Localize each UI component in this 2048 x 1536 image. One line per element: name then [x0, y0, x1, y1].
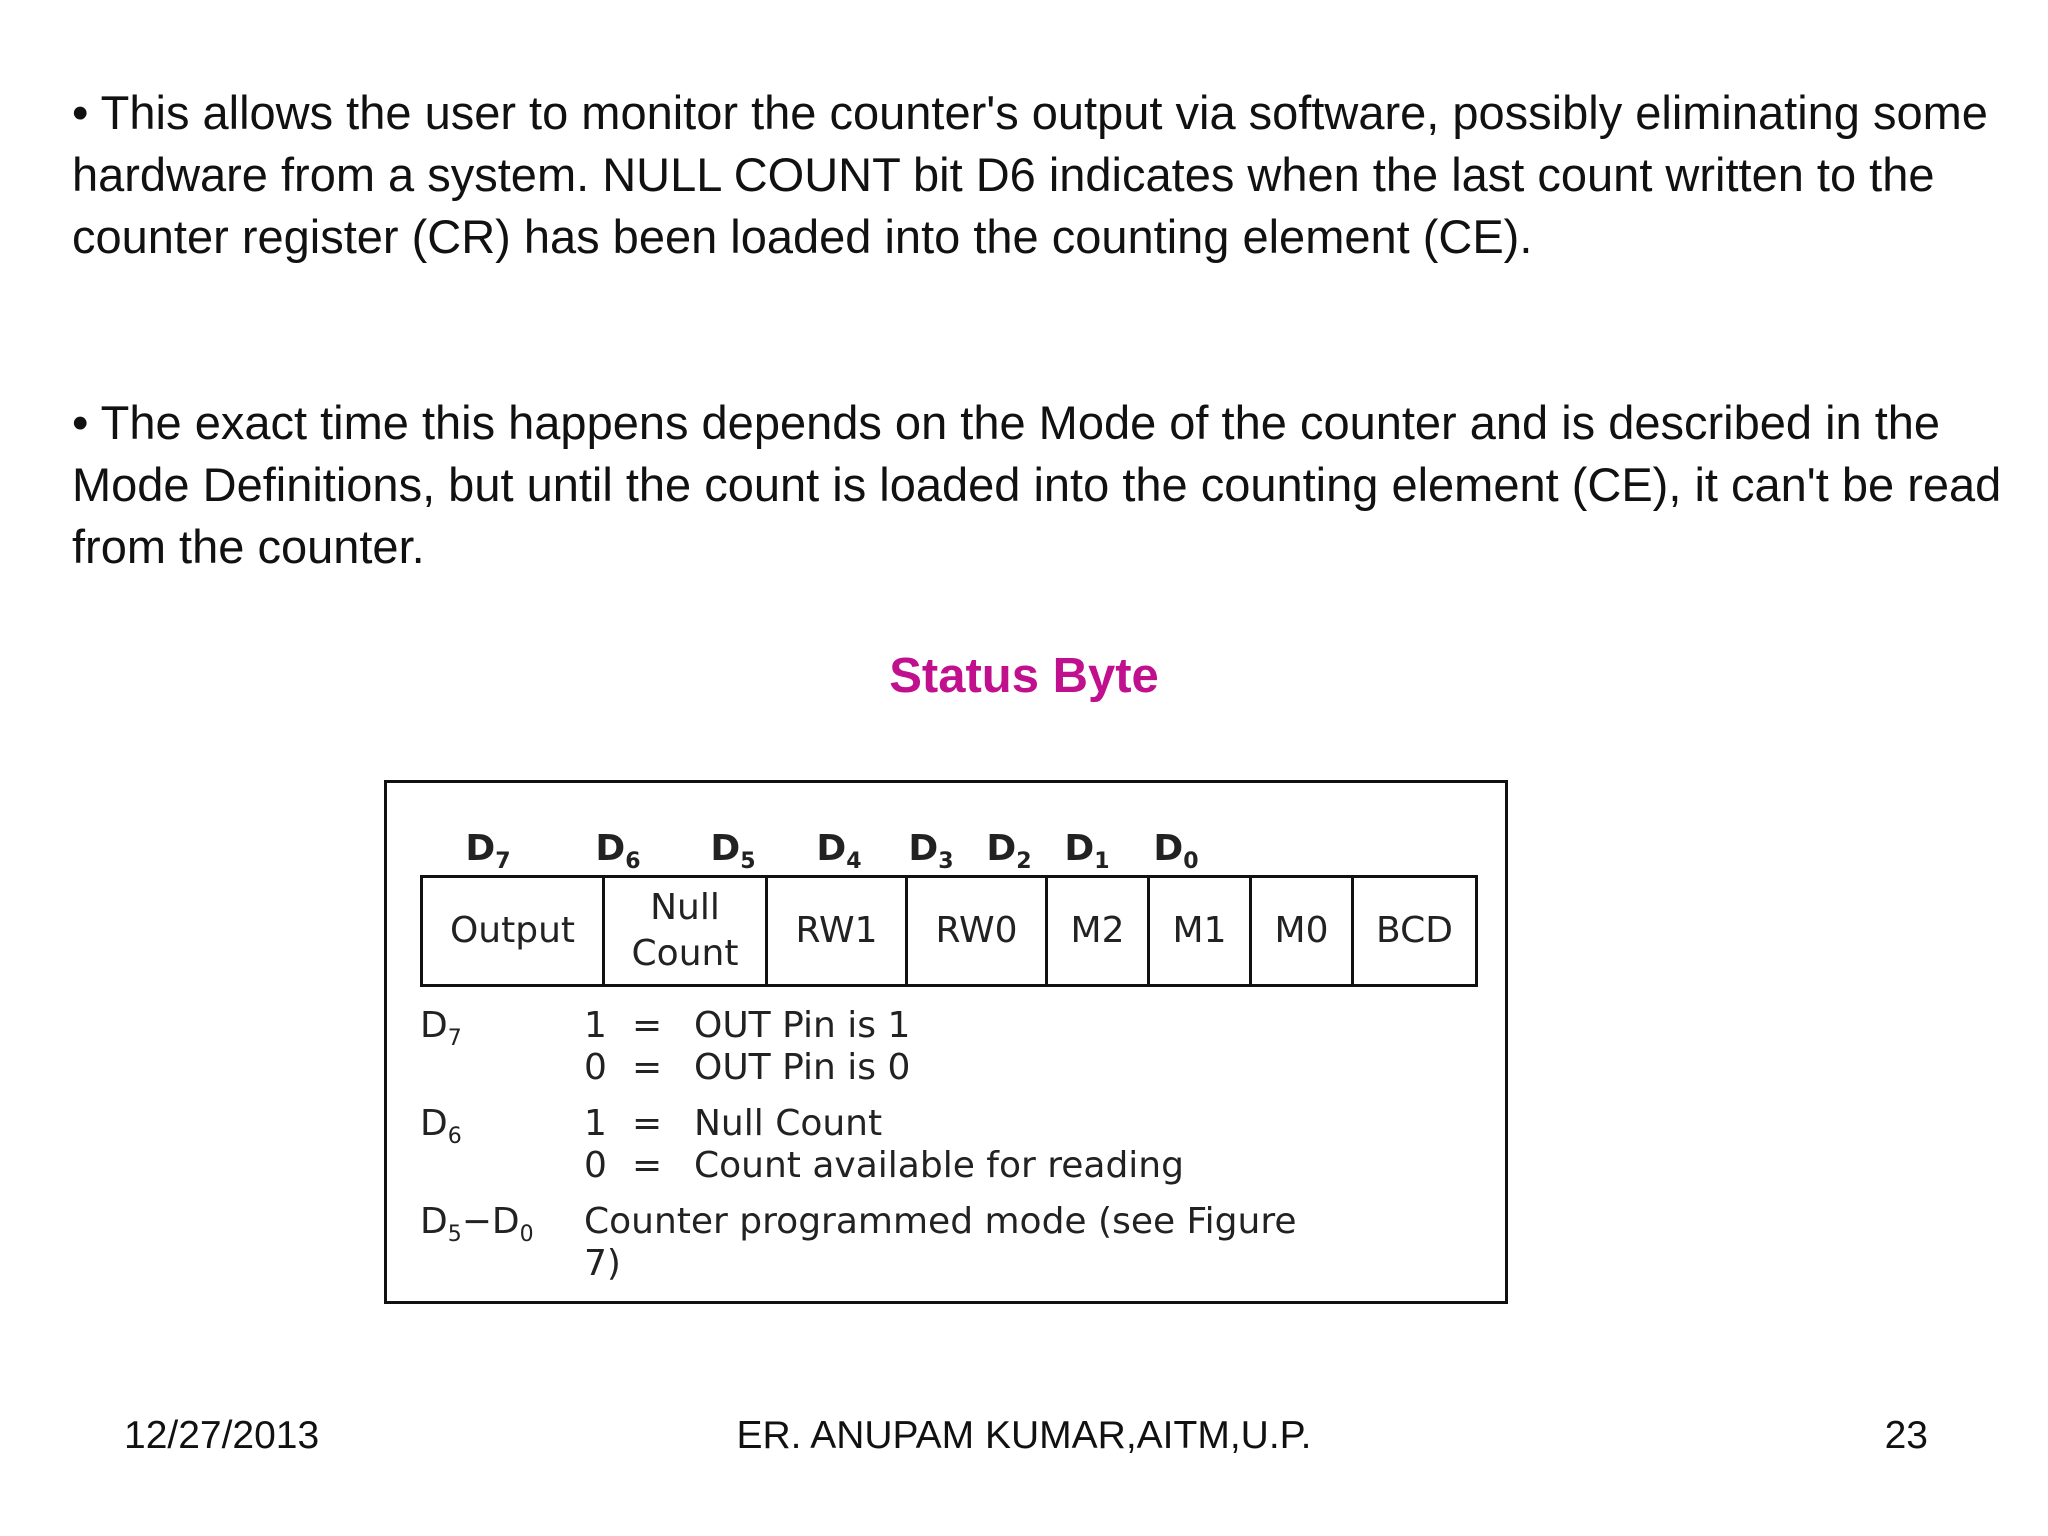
desc-equals: = — [632, 1145, 663, 1186]
cell-bcd: BCD — [1376, 910, 1453, 951]
footer-page-number: 23 — [1884, 1414, 1928, 1457]
status-register-cells — [420, 875, 1478, 987]
desc-d6-row-1 — [420, 1103, 1480, 1150]
bullet-paragraph-1: • This allows the user to monitor the counter's output via software, possibly eliminating some hardware from a system. NULL COUNT bit D6 indicates when the last count written to the counter register (CR) has been loaded into the counting element (CE). — [72, 86, 1988, 263]
cell-output: Output — [423, 878, 605, 984]
footer-date: 12/27/2013 — [124, 1414, 320, 1457]
bit-label-d6: $D_6$ — [595, 828, 641, 875]
desc-d5-d0-row-2 — [420, 1243, 1480, 1285]
status-byte-figure — [384, 780, 1508, 1304]
cell-m0: M0 — [1252, 878, 1354, 984]
desc-d5-d0-row-1 — [420, 1201, 1480, 1248]
desc-value: 0 — [584, 1145, 607, 1186]
desc-d7-row-1 — [420, 1005, 1480, 1052]
desc-text: Count available for reading — [694, 1145, 1184, 1186]
desc-text: Counter programmed mode (see Figure — [584, 1201, 1297, 1242]
desc-value: 0 — [584, 1047, 607, 1088]
desc-d6-row-2 — [420, 1145, 1480, 1187]
desc-d6-label: $D_6$ — [420, 1103, 462, 1150]
footer-author: ER. ANUPAM KUMAR,AITM,U.P. — [736, 1414, 1312, 1457]
cell-rw0: RW0 — [908, 878, 1048, 984]
desc-d7-row-2 — [420, 1047, 1480, 1089]
desc-text: OUT Pin is 0 — [694, 1047, 911, 1088]
bullet-paragraph-2: • The exact time this happens depends on the Mode of the counter and is described in the Mode Definitions, but until the count is loaded into the counting element (CE), it can't be read from the counter. — [72, 396, 2002, 573]
bit-label-d1: $D_1$ — [1064, 828, 1110, 875]
desc-text: OUT Pin is 1 — [694, 1005, 911, 1046]
desc-value: 1 — [584, 1103, 607, 1144]
desc-equals: = — [632, 1103, 663, 1144]
bit-label-d7: $D_7$ — [465, 828, 511, 875]
bit-descriptions — [420, 1005, 1480, 1285]
desc-text: Null Count — [694, 1103, 883, 1144]
bit-label-d0: $D_0$ — [1153, 828, 1199, 875]
figure-title: Status Byte — [889, 649, 1159, 703]
bit-label-d5: $D_5$ — [710, 828, 756, 875]
cell-rw1: RW1 — [768, 878, 908, 984]
desc-value: 1 — [584, 1005, 607, 1046]
desc-equals: = — [632, 1005, 663, 1046]
desc-text: 7) — [584, 1243, 621, 1284]
desc-equals: = — [632, 1047, 663, 1088]
desc-d5-d0-label: $D_5-D_0$ — [420, 1201, 534, 1248]
cell-m2: M2 — [1048, 878, 1150, 984]
bit-label-d2: $D_2$ — [986, 828, 1032, 875]
desc-d7-label: $D_7$ — [420, 1005, 462, 1052]
bit-label-d3: $D_3$ — [908, 828, 954, 875]
cell-m1: M1 — [1150, 878, 1252, 984]
cell-null-count: Null Count — [605, 878, 768, 984]
bit-label-d4: $D_4$ — [816, 828, 862, 875]
